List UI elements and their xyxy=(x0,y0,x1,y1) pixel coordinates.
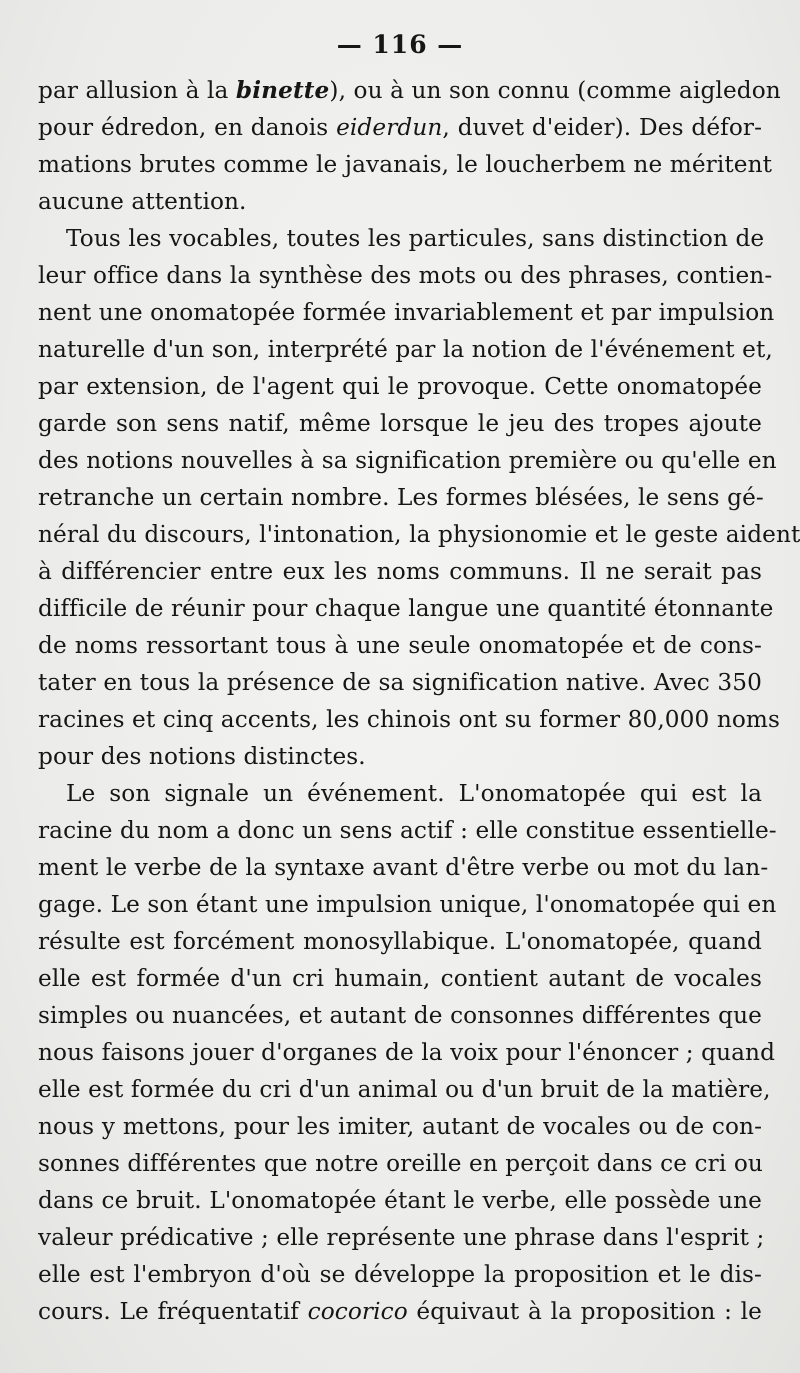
text-line xyxy=(38,479,762,516)
text-segment: à différencier entre eux les noms communs. Il ne serait pas xyxy=(38,558,762,585)
text-line xyxy=(38,1108,762,1145)
text-segment: leur office dans la synthèse des mots ou des phrases, contien- xyxy=(38,262,773,289)
text-line xyxy=(38,368,762,405)
text-line xyxy=(38,1219,765,1256)
text-segment: Tous les vocables, toutes les particules, sans distinction de xyxy=(66,225,765,252)
text-line xyxy=(38,294,775,331)
text-segment: retranche un certain nombre. Les formes blésées, le sens gé- xyxy=(38,484,764,511)
text-segment: sonnes différentes que notre oreille en perçoit dans ce cri ou xyxy=(38,1150,763,1177)
text-segment: ment le verbe de la syntaxe avant d'être verbe ou mot du lan- xyxy=(38,854,769,881)
page-number: — 116 — xyxy=(336,30,464,59)
text-line xyxy=(38,1182,762,1219)
text-line xyxy=(38,183,762,220)
text-segment: ), ou à un son connu (comme aigledon xyxy=(329,77,781,104)
text-segment: , duvet d'eider). Des défor- xyxy=(442,114,763,141)
text-segment: valeur prédicative ; elle représente une phrase dans l'esprit ; xyxy=(38,1224,765,1251)
text-line xyxy=(38,886,777,923)
text-line xyxy=(38,849,769,886)
text-line xyxy=(38,442,777,479)
text-segment: gage. Le son étant une impulsion unique, l'onomatopée qui en xyxy=(38,891,777,918)
text-segment: garde son sens natif, même lorsque le jeu des tropes ajoute xyxy=(38,410,762,437)
body-text xyxy=(38,72,800,1330)
text-segment: simples ou nuancées, et autant de consonnes différentes que xyxy=(38,1002,762,1029)
text-segment: néral du discours, l'intonation, la physionomie et le geste aident xyxy=(38,521,800,548)
text-line xyxy=(38,997,762,1034)
text-segment: pour édredon, en danois xyxy=(38,114,337,141)
text-line xyxy=(38,516,800,553)
text-segment: tater en tous la présence de sa signification native. Avec 350 xyxy=(38,669,762,696)
text-segment: Le son signale un événement. L'onomatopée qui est la xyxy=(66,780,762,807)
text-line xyxy=(38,923,762,960)
text-segment: elle est l'embryon d'où se développe la proposition et le dis- xyxy=(38,1261,762,1288)
text-segment: cours. Le fréquentatif xyxy=(38,1298,308,1325)
text-segment: dans ce bruit. L'onomatopée étant le verbe, elle possède une xyxy=(38,1187,762,1214)
text-segment: aucune attention. xyxy=(38,188,247,215)
text-segment: nent une onomatopée formée invariablement et par impulsion xyxy=(38,299,775,326)
text-segment: pour des notions distinctes. xyxy=(38,743,366,770)
text-segment: nous faisons jouer d'organes de la voix pour l'énoncer ; quand xyxy=(38,1039,776,1066)
text-line xyxy=(38,1145,762,1182)
text-line xyxy=(38,738,762,775)
text-segment: elle est formée du cri d'un animal ou d'un bruit de la matière, xyxy=(38,1076,771,1103)
text-segment: par allusion à la xyxy=(38,77,236,104)
text-line xyxy=(38,331,773,368)
text-segment: de noms ressortant tous à une seule onomatopée et de cons- xyxy=(38,632,762,659)
emphasized-word: eiderdun xyxy=(336,114,443,141)
text-line xyxy=(38,72,781,109)
text-line xyxy=(38,960,762,997)
text-line xyxy=(38,701,780,738)
text-segment: des notions nouvelles à sa signification première ou qu'elle en xyxy=(38,447,777,474)
emphasized-word: cocorico xyxy=(307,1298,408,1325)
text-segment: racine du nom a donc un sens actif : elle constitue essentielle- xyxy=(38,817,777,844)
text-segment: difficile de réunir pour chaque langue une quantité étonnante xyxy=(38,595,774,622)
text-line xyxy=(38,1071,771,1108)
text-segment: racines et cinq accents, les chinois ont su former 80,000 noms xyxy=(38,706,780,733)
text-line xyxy=(38,220,765,257)
text-line xyxy=(38,405,762,442)
text-line xyxy=(38,775,762,812)
text-line xyxy=(38,109,762,146)
text-segment: nous y mettons, pour les imiter, autant de vocales ou de con- xyxy=(38,1113,762,1140)
text-segment: équivaut à la proposition : le xyxy=(407,1298,762,1325)
text-segment: naturelle d'un son, interprété par la notion de l'événement et, xyxy=(38,336,773,363)
text-line xyxy=(38,812,777,849)
emphasized-word: binette xyxy=(235,77,330,104)
text-segment: elle est formée d'un cri humain, contient autant de vocales xyxy=(38,965,762,992)
text-line xyxy=(38,590,774,627)
text-segment: par extension, de l'agent qui le provoque. Cette onomatopée xyxy=(38,373,762,400)
text-segment: mations brutes comme le javanais, le loucherbem ne méritent xyxy=(38,151,773,178)
text-line xyxy=(38,627,762,664)
text-line xyxy=(38,553,762,590)
text-line xyxy=(38,1034,776,1071)
text-line xyxy=(38,1256,762,1293)
text-line xyxy=(38,257,773,294)
text-line xyxy=(38,146,773,183)
text-line xyxy=(38,664,762,701)
text-segment: résulte est forcément monosyllabique. L'onomatopée, quand xyxy=(38,928,762,955)
text-line xyxy=(38,1293,762,1330)
